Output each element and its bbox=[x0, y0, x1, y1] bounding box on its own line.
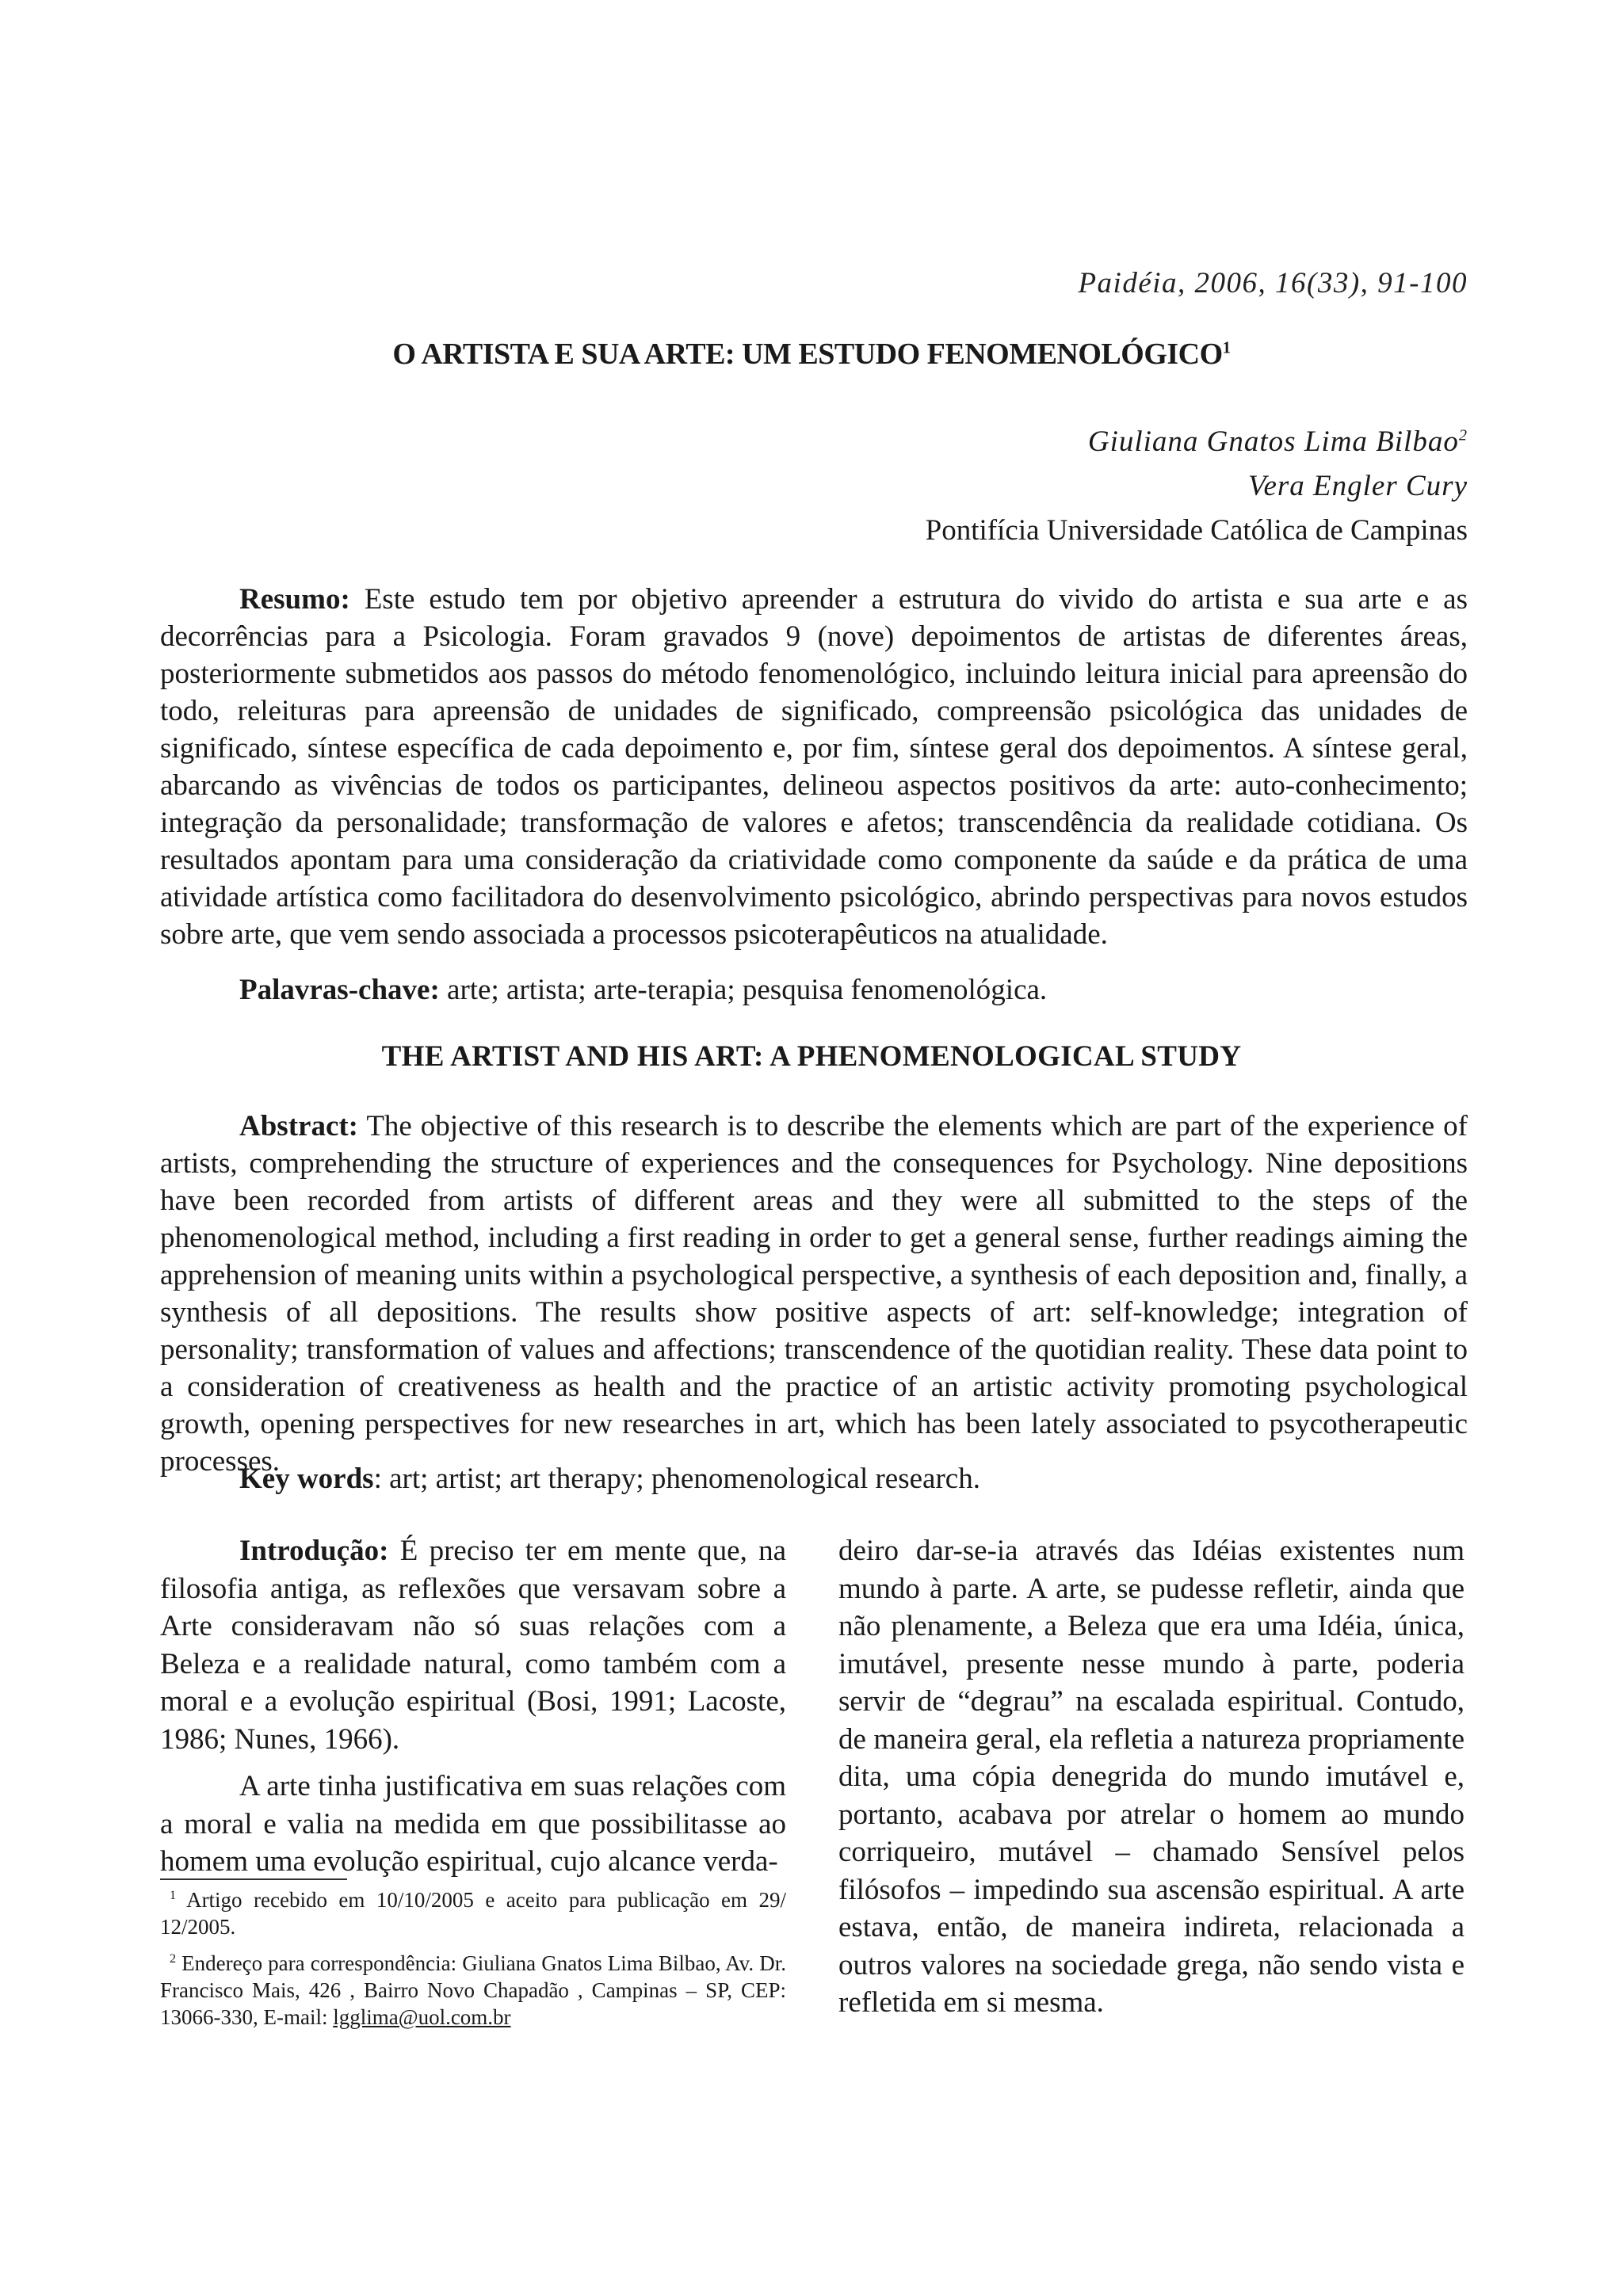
abstract-en-text: The objective of this research is to describe the elements which are part of the experience of artists, comprehending the structure of experiences and the consequences for Psychology. Nine depositions have been recorded from artists of different areas and they were all submitted to the steps of the phenomenological method, including a first reading in order to get a general sense, further readings aiming the apprehension of meaning units within a psychological perspective, a synthesis of each deposition and, finally, a synthesis of all depositions. The results show positive aspects of art: self-knowledge; integration of personality; transformation of values and affections; transcendence of the quotidian reality. These data point to a consideration of creativeness as health and the practice of an artistic activity promoting psychological growth, opening perspectives for new researches in art, which has been lately associated to psycotherapeutic processes. bbox=[160, 1110, 1468, 1478]
abstract-en-label: Abstract: bbox=[239, 1110, 359, 1142]
title-english: THE ARTIST AND HIS ART: A PHENOMENOLOGICAL STUDY bbox=[381, 1040, 1242, 1073]
footnote-1 bbox=[160, 1886, 786, 1940]
keywords-pt-label: Palavras-chave: bbox=[239, 974, 440, 1006]
keywords-pt-text: arte; artista; arte-terapia; pesquisa fenomenológica. bbox=[447, 974, 1048, 1006]
title-portuguese-text: O ARTISTA E SUA ARTE: UM ESTUDO FENOMENOLÓGICO bbox=[392, 338, 1223, 371]
affiliation: Pontifícia Universidade Católica de Campinas bbox=[925, 514, 1468, 547]
author-1-footnote-mark: 2 bbox=[1458, 426, 1468, 444]
author-2: Vera Engler Cury bbox=[1247, 470, 1468, 502]
body-paragraph-right: deiro dar-se-ia através das Idéias existentes num mundo à parte. A arte, se pudesse refletir, ainda que não plenamente, a Beleza que era uma Idéia, única, imutável, presente nesse mundo à parte, poderia servir de “degrau” na escalada espiritual. Contudo, de maneira geral, ela refletia a natureza propriamente dita, uma cópia denegrida do mundo imutável e, portanto, acabava por atrelar o homem ao mundo corriqueiro, mutável – chamado Sensível pelos filósofos – impedindo sua ascensão espiritual. A arte estava, então, de maneira indireta, relacionada a outros valores na sociedade grega, não sendo vista e refletida em si mesma. bbox=[838, 1535, 1465, 2019]
intro-text: É preciso ter em mente que, na filosofia antiga, as reflexões que versavam sobre a Arte consideravam não só suas relações com a Beleza e a realidade natural, como também com a moral e a evolução espiritual (Bosi, 1991; Lacoste, 1986; Nunes, 1966). bbox=[160, 1535, 787, 1756]
abstract-portuguese bbox=[160, 581, 1468, 953]
footnote-divider bbox=[160, 1878, 347, 1880]
keywords-english bbox=[160, 1460, 1468, 1497]
body-column-left bbox=[160, 1532, 786, 1890]
footnote-2-mark: 2 bbox=[170, 1951, 177, 1966]
author-1 bbox=[926, 420, 1468, 464]
keywords-en-text: : art; artist; art therapy; phenomenological research. bbox=[373, 1463, 980, 1495]
abstract-pt-label: Resumo: bbox=[239, 583, 350, 616]
intro-paragraph bbox=[160, 1532, 786, 1758]
body-column-right bbox=[838, 1532, 1465, 2031]
keywords-portuguese bbox=[160, 971, 1468, 1009]
footnote-2 bbox=[160, 1950, 786, 2031]
body-paragraph-2: A arte tinha justificativa em suas relações com a moral e valia na medida em que possibilitasse ao homem uma evolução espiritual, cujo alcance verda- bbox=[160, 1770, 786, 1878]
footnote-2-text: Endereço para correspondência: Giuliana Gnatos Lima Bilbao, Av. Dr. Francisco Mais, 426 , Bairro Novo Chapadão , Campinas – SP, CEP: 13066-330, E-mail: bbox=[160, 1951, 786, 2029]
abstract-english bbox=[160, 1108, 1468, 1480]
title-portuguese bbox=[0, 337, 1623, 372]
author-block bbox=[926, 420, 1468, 553]
intro-label: Introdução: bbox=[239, 1535, 389, 1567]
author-1-name: Giuliana Gnatos Lima Bilbao bbox=[1087, 425, 1459, 458]
footnote-2-email-link[interactable]: lgglima@uol.com.br bbox=[333, 2005, 511, 2029]
footnote-1-mark: 1 bbox=[170, 1888, 177, 1902]
journal-citation: Paidéia, 2006, 16(33), 91-100 bbox=[1078, 267, 1468, 299]
keywords-en-label: Key words bbox=[239, 1463, 374, 1495]
footnote-1-text: Artigo recebido em 10/10/2005 e aceito para publicação em 29/ 12/2005. bbox=[160, 1888, 786, 1939]
title-footnote-mark: 1 bbox=[1222, 338, 1231, 357]
footnotes bbox=[160, 1886, 786, 2040]
abstract-pt-text: Este estudo tem por objetivo apreender a estrutura do vivido do artista e sua arte e as decorrências para a Psicologia. Foram gravados 9 (nove) depoimentos de artistas de diferentes áreas, posteriormente submetidos aos passos do método fenomenológico, incluindo leitura inicial para apreensão do todo, releituras para apreensão de unidades de significado, compreensão psicológica das unidades de significado, síntese específica de cada depoimento e, por fim, síntese geral dos depoimentos. A síntese geral, abarcando as vivências de todos os participantes, delineou aspectos positivos da arte: auto-conhecimento; integração da personalidade; transformação de valores e afetos; transcendência da realidade cotidiana. Os resultados apontam para uma consideração da criatividade como componente da saúde e da prática de uma atividade artística como facilitadora do desenvolvimento psicológico, abrindo perspectivas para novos estudos sobre arte, que vem sendo associada a processos psicoterapêuticos na atualidade. bbox=[160, 583, 1468, 951]
